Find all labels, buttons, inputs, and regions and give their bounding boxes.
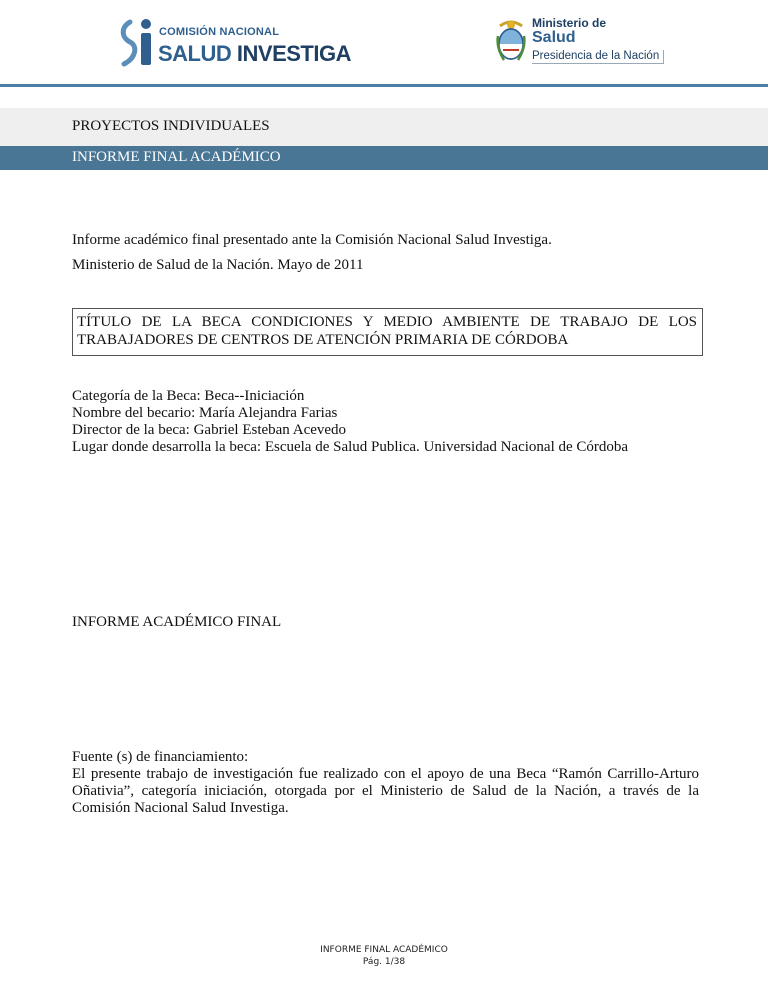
meta-lugar: Lugar donde desarrolla la beca: Escuela de Salud Publica. Universidad Nacional de Córdoba bbox=[72, 439, 629, 455]
ministerio-line2: Salud bbox=[532, 29, 576, 46]
national-seal-icon bbox=[494, 14, 528, 66]
meta-becario: Nombre del becario: María Alejandra Farias bbox=[72, 405, 338, 421]
salud-investiga-mark-icon bbox=[116, 16, 156, 68]
intro-line-1: Informe académico final presentado ante la Comisión Nacional Salud Investiga. bbox=[72, 232, 552, 248]
footer-page-number: Pág. 1/38 bbox=[362, 957, 406, 967]
footer-title: INFORME FINAL ACADÉMICO bbox=[320, 945, 448, 955]
logo-word-salud: SALUD bbox=[158, 41, 232, 66]
ministerio-line1: Ministerio de bbox=[532, 16, 607, 30]
meta-director: Director de la beca: Gabriel Esteban Acevedo bbox=[72, 422, 347, 438]
beca-title-box: TÍTULO DE LA BECA CONDICIONES Y MEDIO AMBIENTE DE TRABAJO DE LOS TRABAJADORES DE CENTROS DE ATENCIÓN PRIMARIA DE CÓRDOBA bbox=[72, 308, 703, 356]
funding-text: El presente trabajo de investigación fue realizado con el apoyo de una Beca “Ramón Carrillo-Arturo Oñativia”, categoría iniciación, otorgada por el Ministerio de Salud de la Nación, a través de la Comisión Nacional Salud Investiga. bbox=[72, 766, 699, 816]
logo-word-investiga: INVESTIGA bbox=[236, 41, 351, 66]
salud-investiga-logo bbox=[116, 14, 356, 70]
section-band-proyectos: PROYECTOS INDIVIDUALES bbox=[0, 108, 768, 146]
meta-categoria: Categoría de la Beca: Beca--Iniciación bbox=[72, 388, 305, 404]
page-header bbox=[0, 0, 768, 84]
section-heading: INFORME ACADÉMICO FINAL bbox=[72, 614, 282, 630]
ministerio-logo bbox=[494, 14, 714, 74]
intro-line-2: Ministerio de Salud de la Nación. Mayo de 2011 bbox=[72, 257, 364, 273]
funding-block bbox=[72, 749, 699, 817]
ministerio-line3: Presidencia de la Nación bbox=[532, 50, 664, 64]
header-divider bbox=[0, 84, 768, 87]
section-band-informe: INFORME FINAL ACADÉMICO bbox=[0, 146, 768, 170]
funding-label: Fuente (s) de financiamiento: bbox=[72, 749, 249, 765]
beca-metadata bbox=[72, 388, 628, 456]
logo-subtitle: COMISIÓN NACIONAL bbox=[159, 26, 280, 38]
logo-title bbox=[158, 42, 351, 66]
page-footer bbox=[0, 944, 768, 968]
